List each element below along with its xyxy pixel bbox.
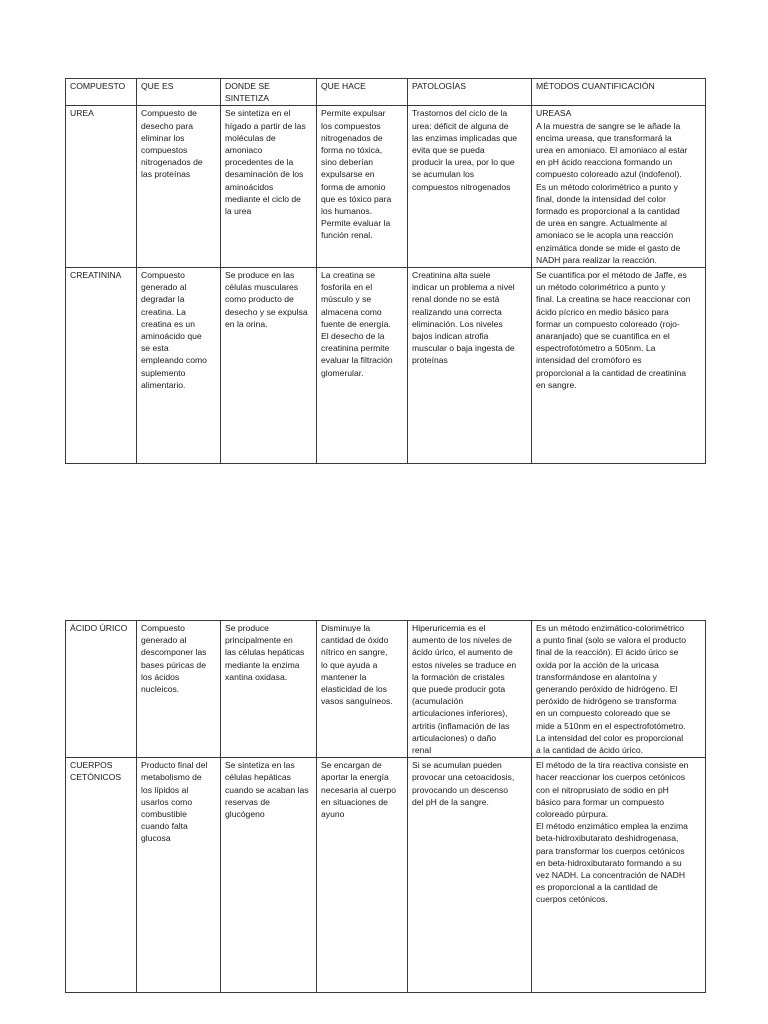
table-row	[66, 106, 706, 268]
compounds-table-1	[65, 78, 706, 464]
cell-patologias: Si se acumulan pueden provocar una cetoacidosis, provocando un descenso del pH de la sangre.	[408, 758, 532, 993]
table-row	[66, 268, 706, 464]
table-row	[66, 621, 706, 758]
cell-compuesto: CREATININA	[66, 268, 137, 464]
cell-metodos: Se cuantifica por el método de Jaffe, es un método colorimétrico a punto y final. La creatina se hace reaccionar con ácido pícrico en medio básico para formar un compuesto coloreado (rojo- anaranjado) que se cuantifica en el espectrofotómetro a 505nm. La intensidad del cromóforo es proporcional a la cantidad de creatinina en sangre.	[532, 268, 706, 464]
cell-que-hace: Disminuye la cantidad de óxido nítrico en sangre, lo que ayuda a mantener la elasticidad de los vasos sanguíneos.	[317, 621, 408, 758]
cell-metodos: UREASA A la muestra de sangre se le añade la encima ureasa, que transformará la urea en amoniaco. El amoniaco al estar en pH ácido reacciona formando un compuesto coloreado azul (indofenol). Es un método colorimétrico a punto y final, donde la intensidad del color formado es proporcional a la cantidad de urea en sangre. Actualmente al amoniaco se le acopla una reacción enzimática donde se mide el gasto de NADH para realizar la reacción.	[532, 106, 706, 268]
cell-patologias: Trastornos del ciclo de la urea: déficit de alguna de las enzimas implicadas que evita que se pueda producir la urea, por lo que se acumulan los compuestos nitrogenados	[408, 106, 532, 268]
cell-que-es: Compuesto generado al degradar la creatina. La creatina es un aminoácido que se esta empleando como suplemento alimentario.	[137, 268, 221, 464]
cell-metodos: Es un método enzimático-colorimétrico a punto final (solo se valora el producto final de la reacción). El ácido úrico se oxida por la acción de la uricasa transformándose en alantoína y generando peróxido de hidrógeno. El peróxido de hidrógeno se transforma en un compuesto coloreado que se mide a 510nm en el espectrofotómetro. La intensidad del color es proporcional a la cantidad de ácido úrico.	[532, 621, 706, 758]
cell-donde: Se sintetiza en el hígado a partir de las moléculas de amoniaco procedentes de la desaminación de los aminoácidos mediante el ciclo de la urea	[221, 106, 317, 268]
cell-compuesto: ÁCIDO ÚRICO	[66, 621, 137, 758]
cell-donde: Se sintetiza en las células hepáticas cuando se acaban las reservas de glucógeno	[221, 758, 317, 993]
header-compuesto: COMPUESTO	[66, 79, 137, 106]
compounds-table-2	[65, 620, 706, 993]
header-patologias: PATOLOGÍAS	[408, 79, 532, 106]
table-row	[66, 758, 706, 993]
cell-patologias: Hiperuricemia es el aumento de los niveles de ácido úrico, el aumento de estos niveles se traduce en la formación de cristales que puede producir gota (acumulación articulaciones inferiores), artritis (inflamación de las articulaciones) o daño renal	[408, 621, 532, 758]
cell-metodos: El método de la tira reactiva consiste en hacer reaccionar los cuerpos cetónicos con el nitroprusiato de sodio en pH básico para formar un compuesto coloreado púrpura. El método enzimático emplea la enzima beta-hidroxibutarato deshidrogenasa, para transformar los cuerpos cetónicos en beta-hidroxibutarato formando a su vez NADH. La concentración de NADH es proporcional a la cantidad de cuerpos cetónicos.	[532, 758, 706, 993]
cell-que-es: Producto final del metabolismo de los lípidos al usarlos como combustible cuando falta glucosa	[137, 758, 221, 993]
cell-donde: Se produce en las células musculares como producto de desecho y se expulsa en la orina.	[221, 268, 317, 464]
cell-que-es: Compuesto generado al descomponer las bases púricas de los ácidos nucleicos.	[137, 621, 221, 758]
header-que-es: QUE ES	[137, 79, 221, 106]
header-que-hace: QUE HACE	[317, 79, 408, 106]
cell-compuesto: CUERPOS CETÓNICOS	[66, 758, 137, 993]
cell-que-es: Compuesto de desecho para eliminar los compuestos nitrogenados de las proteínas	[137, 106, 221, 268]
table-header-row	[66, 79, 706, 106]
header-donde-se-sintetiza: DONDE SE SINTETIZA	[221, 79, 317, 106]
cell-compuesto: UREA	[66, 106, 137, 268]
cell-que-hace: Permite expulsar los compuestos nitrogenados de forma no tóxica, sino deberían expulsarse en forma de amonio que es tóxico para los humanos. Permite evaluar la función renal.	[317, 106, 408, 268]
cell-donde: Se produce principalmente en las células hepáticas mediante la enzima xantina oxidasa.	[221, 621, 317, 758]
cell-que-hace: Se encargan de aportar la energía necesaria al cuerpo en situaciones de ayuno	[317, 758, 408, 993]
cell-que-hace: La creatina se fosforila en el músculo y se almacena como fuente de energía. El desecho de la creatinina permite evaluar la filtración glomerular.	[317, 268, 408, 464]
header-metodos-cuantificacion: MÉTODOS CUANTIFICACIÓN	[532, 79, 706, 106]
cell-patologias: Creatinina alta suele indicar un problema a nivel renal donde no se está realizando una correcta eliminación. Los niveles bajos indican atrofia muscular o baja ingesta de proteínas	[408, 268, 532, 464]
